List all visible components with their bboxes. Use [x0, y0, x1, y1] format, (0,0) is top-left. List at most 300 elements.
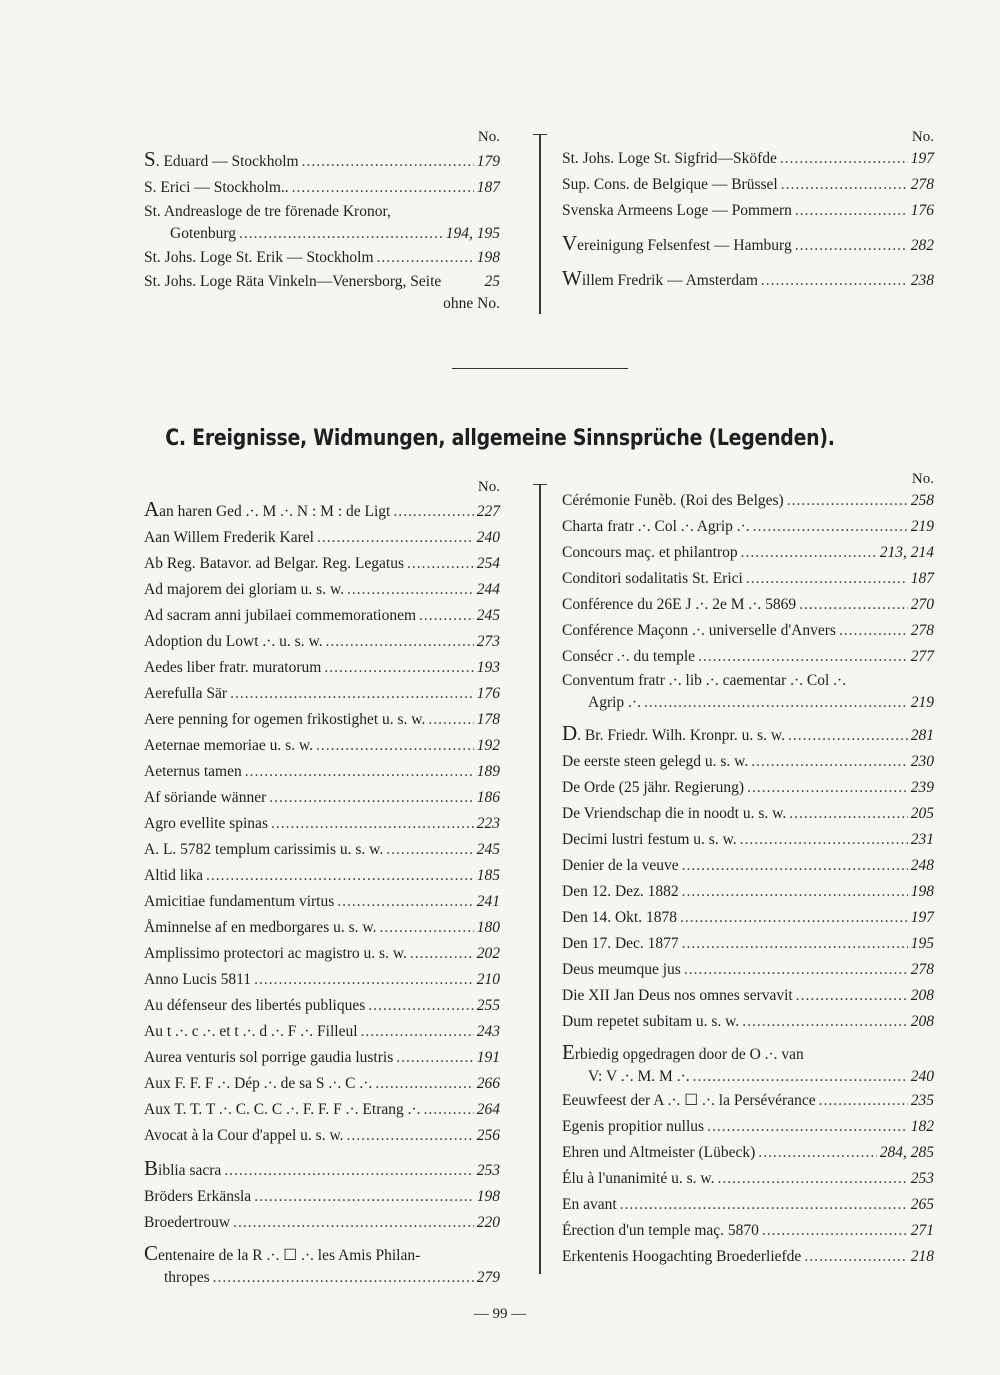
entry-page-number: 271 — [910, 1222, 934, 1239]
dot-leader — [780, 146, 908, 172]
entry-text — [144, 175, 289, 201]
entry-page-number: 210 — [476, 971, 500, 988]
entry-initial: W — [562, 266, 582, 290]
legends-right-list — [562, 488, 934, 1270]
entry-text — [562, 1166, 714, 1192]
entry-text-body: Aux F. F. F .·. Dép .·. de sa S .·. C .·. — [144, 1075, 373, 1092]
entry-text: rbiedig opgedragen door de O .·. van — [574, 1046, 804, 1063]
entry-text: entenaire de la R .·. ☐ .·. les Amis Philan- — [158, 1247, 421, 1264]
entry-text: St. Johs. Loge Räta Vinkeln—Venersborg, Seite — [144, 273, 442, 290]
entry-page-number: 240 — [476, 529, 500, 546]
entry-text — [144, 1045, 393, 1071]
dot-leader — [751, 749, 908, 775]
entry-page-number: 202 — [476, 945, 500, 962]
entry-text-body: St. Johs. Loge St. Erik — Stockholm — [144, 249, 374, 266]
index-entry — [144, 733, 500, 759]
entry-text — [144, 655, 321, 681]
entry-text — [562, 1192, 617, 1218]
dot-leader — [337, 889, 473, 915]
entry-page-number: 193 — [476, 659, 500, 676]
entry-text — [562, 566, 743, 592]
no-column-label: No. — [911, 129, 934, 145]
entry-text-body: Die XII Jan Deus nos omnes servavit — [562, 987, 793, 1004]
entry-text-body: Consécr .·. du temple — [562, 648, 696, 665]
column-bracket — [539, 134, 541, 314]
entry-text — [562, 853, 679, 879]
entry-page-number: 179 — [476, 153, 500, 170]
entry-page-number: 253 — [476, 1162, 500, 1179]
entry-text — [562, 720, 785, 749]
entry-page-number: 254 — [476, 555, 500, 572]
index-entry — [144, 681, 500, 707]
entry-text-body: St. Johs. Loge St. Sigfrid—Sköfde — [562, 150, 777, 167]
dot-leader — [804, 1244, 907, 1270]
index-entry — [144, 1123, 500, 1149]
entry-page-number: 284, 285 — [879, 1144, 934, 1161]
entry-page-number: 195 — [910, 935, 934, 952]
entry-text: ohne No. — [443, 295, 500, 312]
entry-page-number: 191 — [476, 1049, 500, 1066]
index-entry — [144, 863, 500, 889]
dot-leader — [680, 905, 908, 931]
entry-text-body: De Orde (25 jähr. Regierung) — [562, 779, 745, 796]
dot-leader — [324, 655, 473, 681]
entry-text-body: Sup. Cons. de Belgique — Brüssel — [562, 176, 778, 193]
entry-text — [144, 1019, 358, 1045]
dot-leader — [269, 785, 474, 811]
index-entry — [144, 759, 500, 785]
dot-leader — [682, 879, 908, 905]
entry-page-number: 198 — [910, 883, 934, 900]
dot-leader — [747, 775, 908, 801]
index-entry — [144, 889, 500, 915]
dot-leader — [682, 853, 908, 879]
entry-text — [562, 1218, 759, 1244]
index-entry — [144, 1045, 500, 1071]
dot-leader — [620, 1192, 908, 1218]
entry-text — [562, 879, 679, 905]
entry-page-number: 176 — [910, 202, 934, 219]
entry-page-number: 230 — [910, 753, 934, 770]
entry-page-number: 208 — [910, 987, 934, 1004]
index-entry — [144, 629, 500, 655]
dot-leader — [407, 551, 474, 577]
entry-page-number: 273 — [476, 633, 500, 650]
entry-text — [562, 514, 750, 540]
dot-leader — [424, 1097, 474, 1123]
entry-text — [562, 775, 744, 801]
index-entry — [562, 198, 934, 224]
entry-text-body: Aeternus tamen — [144, 763, 242, 780]
index-entry — [144, 811, 500, 837]
entry-text-body: Den 17. Dec. 1877 — [562, 935, 679, 952]
entry-text-body: Amicitiae fundamentum virtus — [144, 893, 335, 910]
entry-text — [562, 957, 681, 983]
entry-text-body: Aurea venturis sol porrige gaudia lustris — [144, 1049, 394, 1066]
column-bracket — [539, 484, 541, 1274]
no-column-label: No. — [477, 479, 500, 495]
entry-text-body: an haren Ged .·. M .·. N : M : de Ligt — [159, 503, 391, 520]
entry-text — [144, 889, 334, 915]
entry-text-body: Dum repetet subitam u. s. w. — [562, 1013, 740, 1030]
dot-leader — [361, 1019, 474, 1045]
index-entry — [562, 1218, 934, 1244]
entry-text: thropes — [164, 1269, 210, 1286]
dot-leader — [796, 983, 908, 1009]
dot-leader — [230, 681, 474, 707]
entry-line — [144, 1242, 500, 1267]
index-entry — [562, 905, 934, 931]
entry-text-body: Aan Willem Frederik Karel — [144, 529, 314, 546]
entry-text — [562, 983, 793, 1009]
entry-page-number: 219 — [910, 518, 934, 535]
index-entry — [144, 1184, 500, 1210]
entry-page-number: 241 — [476, 893, 500, 910]
entry-text-body: Denier de la veuve — [562, 857, 679, 874]
entry-page-number: 219 — [910, 694, 934, 711]
entry-text — [144, 733, 313, 759]
dot-leader — [254, 1184, 474, 1210]
entry-page-number: 245 — [476, 841, 500, 858]
entry-text-body: Svenska Armeens Loge — Pommern — [562, 202, 792, 219]
entry-page-number: 239 — [910, 779, 934, 796]
index-entry — [562, 644, 934, 670]
entry-text: Agrip .·. — [588, 694, 641, 711]
entry-initial: V — [562, 231, 578, 255]
index-entry — [562, 1166, 934, 1192]
entry-text-body: Ad majorem dei gloriam u. s. w. — [144, 581, 345, 598]
entry-text-body: iblia sacra — [158, 1162, 222, 1179]
dot-leader — [368, 993, 474, 1019]
entry-text — [144, 707, 425, 733]
entry-text-body: Aerefulla Sär — [144, 685, 228, 702]
dot-leader — [377, 245, 474, 271]
index-entry — [144, 1071, 500, 1097]
entry-text — [562, 905, 677, 931]
index-entry — [562, 879, 934, 905]
index-entry — [562, 172, 934, 198]
entry-text-body: Au défenseur des libertés publiques — [144, 997, 366, 1014]
index-entry — [144, 837, 500, 863]
top-left-list — [144, 146, 500, 315]
entry-text-body: Erkentenis Hoogachting Broederliefde — [562, 1248, 802, 1265]
entry-page-number: 218 — [910, 1248, 934, 1265]
entry-text-body: Egenis propitior nullus — [562, 1118, 705, 1135]
index-entry — [144, 496, 500, 525]
index-entry — [562, 1009, 934, 1035]
entry-line — [144, 293, 500, 315]
entry-text — [562, 1088, 816, 1114]
dot-leader — [839, 618, 908, 644]
entry-text-body: De eerste steen gelegd u. s. w. — [562, 753, 749, 770]
entry-initial: E — [562, 1040, 575, 1064]
entry-page-number: 208 — [910, 1013, 934, 1030]
dot-leader — [693, 1066, 908, 1088]
entry-text-body: Decimi lustri festum u. s. w. — [562, 831, 737, 848]
dot-leader — [795, 198, 908, 224]
index-entry — [144, 707, 500, 733]
entry-text — [144, 496, 390, 525]
entry-text-body: Élu à l'unanimité u. s. w. — [562, 1170, 715, 1187]
dot-leader — [213, 1267, 474, 1289]
entry-text-body: . Eduard — Stockholm — [155, 153, 299, 170]
section-divider — [452, 368, 628, 369]
index-entry — [562, 957, 934, 983]
entry-page-number: 235 — [910, 1092, 934, 1109]
entry-line — [144, 201, 500, 223]
entry-text-body: Altid lika — [144, 867, 203, 884]
dot-leader — [326, 629, 474, 655]
dot-leader — [799, 592, 908, 618]
index-entry — [144, 967, 500, 993]
index-entry — [144, 603, 500, 629]
entry-initial: D — [562, 721, 578, 745]
entry-text — [562, 198, 792, 224]
index-entry — [562, 514, 934, 540]
entry-page-number: 223 — [476, 815, 500, 832]
entry-text — [562, 801, 786, 827]
entry-page-number: 243 — [476, 1023, 500, 1040]
entry-text-body: Ehren und Altmeister (Lübeck) — [562, 1144, 756, 1161]
index-entry — [562, 720, 934, 749]
entry-page-number: 278 — [910, 622, 934, 639]
entry-page-number: 258 — [910, 492, 934, 509]
dot-leader — [317, 525, 474, 551]
entry-text-body: A. L. 5782 templum carissimis u. s. w. — [144, 841, 384, 858]
legends-right-column — [562, 470, 934, 1270]
dot-leader — [698, 644, 908, 670]
entry-page-number: 197 — [910, 150, 934, 167]
entry-text — [144, 603, 416, 629]
entry-text-body: Aeternae memoriae u. s. w. — [144, 737, 313, 754]
entry-text — [144, 525, 314, 551]
entry-text-body: Conditori sodalitatis St. Erici — [562, 570, 743, 587]
entry-text — [144, 759, 242, 785]
entry-page-number: 220 — [476, 1214, 500, 1231]
entry-page-number: 231 — [910, 831, 934, 848]
index-entry — [144, 146, 500, 175]
entry-page-number: 245 — [476, 607, 500, 624]
entry-text — [562, 1009, 739, 1035]
dot-leader — [717, 1166, 907, 1192]
section-heading: C. Ereignisse, Widmungen, allgemeine Sinnsprüche (Legenden). — [165, 426, 835, 451]
entry-page-number: 205 — [910, 805, 934, 822]
entry-page-number: 253 — [910, 1170, 934, 1187]
entry-text-body: De Vriendschap die in noodt u. s. w. — [562, 805, 787, 822]
entry-page-number: 255 — [476, 997, 500, 1014]
entry-text — [562, 618, 836, 644]
entry-text-body: Bröders Erkänsla — [144, 1188, 252, 1205]
entry-page-number: 194, 195 — [445, 225, 500, 242]
entry-page-number: 198 — [476, 1188, 500, 1205]
entry-text — [562, 827, 737, 853]
dot-leader — [419, 603, 474, 629]
index-entry — [562, 983, 934, 1009]
entry-page-number: 182 — [910, 1118, 934, 1135]
index-entry — [144, 915, 500, 941]
entry-page-number: 178 — [476, 711, 500, 728]
entry-text-body: ereinigung Felsenfest — Hamburg — [577, 237, 792, 254]
entry-text — [144, 837, 383, 863]
entry-text — [144, 1071, 372, 1097]
dot-leader — [393, 499, 473, 525]
entry-text — [562, 1114, 704, 1140]
entry-text — [144, 681, 227, 707]
dot-leader — [379, 915, 473, 941]
entry-line — [562, 1066, 934, 1088]
dot-leader — [254, 967, 474, 993]
index-entry — [562, 1244, 934, 1270]
entry-page-number: 282 — [910, 237, 934, 254]
entry-initial: C — [144, 1241, 159, 1265]
dot-leader — [788, 723, 908, 749]
dot-leader — [742, 1009, 908, 1035]
index-entry — [562, 853, 934, 879]
index-entry — [144, 1019, 500, 1045]
index-entry — [144, 1242, 500, 1289]
dot-leader — [347, 577, 474, 603]
entry-text — [144, 863, 203, 889]
entry-text — [144, 1123, 344, 1149]
entry-text — [562, 172, 778, 198]
entry-text-body: Concours maç. et philantrop — [562, 544, 738, 561]
entry-text-body: Den 12. Dez. 1882 — [562, 883, 679, 900]
entry-text-body: Den 14. Okt. 1878 — [562, 909, 677, 926]
entry-text — [144, 1184, 251, 1210]
index-entry — [144, 271, 500, 315]
index-entry — [144, 201, 500, 245]
index-entry — [562, 1192, 934, 1218]
entry-initial: B — [144, 1156, 159, 1180]
entry-line — [562, 1041, 934, 1066]
dot-leader — [302, 149, 474, 175]
entry-page-number: 256 — [476, 1127, 500, 1144]
entry-text — [562, 488, 784, 514]
dot-leader — [795, 233, 908, 259]
index-entry — [144, 1210, 500, 1236]
entry-text-body: . Br. Friedr. Wilh. Kronpr. u. s. w. — [577, 727, 785, 744]
entry-page-number: 180 — [476, 919, 500, 936]
entry-page-number: 185 — [476, 867, 500, 884]
entry-text — [144, 811, 268, 837]
entry-page-number: 244 — [476, 581, 500, 598]
entry-text — [144, 915, 376, 941]
top-left-column — [144, 128, 500, 315]
index-entry — [562, 1088, 934, 1114]
no-column-label: No. — [911, 471, 934, 487]
entry-page-number: 25 — [484, 273, 500, 290]
entry-text-body: Érection d'un temple maç. 5870 — [562, 1222, 759, 1239]
entry-text-body: Agro evellite spinas — [144, 815, 268, 832]
index-entry — [144, 245, 500, 271]
legends-left-column — [144, 478, 500, 1289]
index-entry — [562, 1114, 934, 1140]
entry-text — [144, 1097, 421, 1123]
legends-left-list — [144, 496, 500, 1289]
dot-leader — [682, 931, 908, 957]
entry-page-number: 197 — [910, 909, 934, 926]
entry-page-number: 265 — [910, 1196, 934, 1213]
dot-leader — [758, 1140, 876, 1166]
top-right-column — [562, 128, 934, 294]
entry-text-body: Conférence du 26E J .·. 2e M .·. 5869 — [562, 596, 797, 613]
entry-text: St. Andreasloge de tre förenade Kronor, — [144, 203, 391, 220]
entry-text — [562, 931, 679, 957]
dot-leader — [740, 827, 908, 853]
index-entry — [144, 551, 500, 577]
entry-text — [144, 993, 365, 1019]
dot-leader — [753, 514, 908, 540]
index-entry — [562, 618, 934, 644]
entry-text — [144, 146, 299, 175]
index-entry — [562, 488, 934, 514]
index-entry — [562, 670, 934, 714]
entry-text-body: Au t .·. c .·. et t .·. d .·. F .·. Filleul — [144, 1023, 358, 1040]
entry-text — [562, 1244, 801, 1270]
dot-leader — [239, 223, 443, 245]
dot-leader — [684, 957, 908, 983]
entry-text — [144, 941, 407, 967]
entry-line — [562, 692, 934, 714]
entry-text — [144, 245, 374, 271]
entry-text: Conventum fratr .·. lib .·. caementar .·. Col .·. — [562, 672, 847, 689]
entry-page-number: 278 — [910, 961, 934, 978]
index-entry — [562, 265, 934, 294]
entry-line — [144, 271, 500, 293]
entry-page-number: 278 — [910, 176, 934, 193]
entry-text — [144, 785, 266, 811]
entry-page-number: 192 — [476, 737, 500, 754]
entry-page-number: 213, 214 — [879, 544, 934, 561]
entry-page-number: 240 — [910, 1068, 934, 1085]
entry-text-body: Aedes liber fratr. muratorum — [144, 659, 322, 676]
dot-leader — [644, 692, 908, 714]
entry-text — [562, 1140, 755, 1166]
entry-text-body: illem Fredrik — Amsterdam — [581, 272, 758, 289]
dot-leader — [762, 1218, 908, 1244]
entry-page-number: 187 — [910, 570, 934, 587]
entry-page-number: 186 — [476, 789, 500, 806]
index-entry — [562, 931, 934, 957]
index-entry — [144, 655, 500, 681]
page-number: — 99 — — [473, 1306, 527, 1322]
no-column-label: No. — [477, 129, 500, 145]
entry-text-body: Avocat à la Cour d'appel u. s. w. — [144, 1127, 344, 1144]
entry-text — [562, 644, 695, 670]
entry-initial: S — [144, 147, 156, 171]
entry-text-body: En avant — [562, 1196, 617, 1213]
entry-line — [144, 223, 500, 245]
index-entry — [562, 1041, 934, 1088]
entry-page-number: 176 — [476, 685, 500, 702]
entry-line — [562, 670, 934, 692]
index-entry — [562, 230, 934, 259]
entry-text-body: Åminnelse af en medborgares u. s. w. — [144, 919, 377, 936]
dot-leader — [245, 759, 474, 785]
entry-page-number: 266 — [476, 1075, 500, 1092]
entry-page-number: 227 — [476, 503, 500, 520]
dot-leader — [428, 707, 473, 733]
entry-text — [144, 577, 344, 603]
entry-text-body: Adoption du Lowt .·. u. s. w. — [144, 633, 323, 650]
entry-page-number: 264 — [476, 1101, 500, 1118]
index-entry — [144, 993, 500, 1019]
index-entry — [144, 941, 500, 967]
entry-text: V: V .·. M. M .·. — [588, 1068, 690, 1085]
dot-leader — [375, 1071, 473, 1097]
dot-leader — [206, 863, 474, 889]
entry-text — [562, 540, 738, 566]
